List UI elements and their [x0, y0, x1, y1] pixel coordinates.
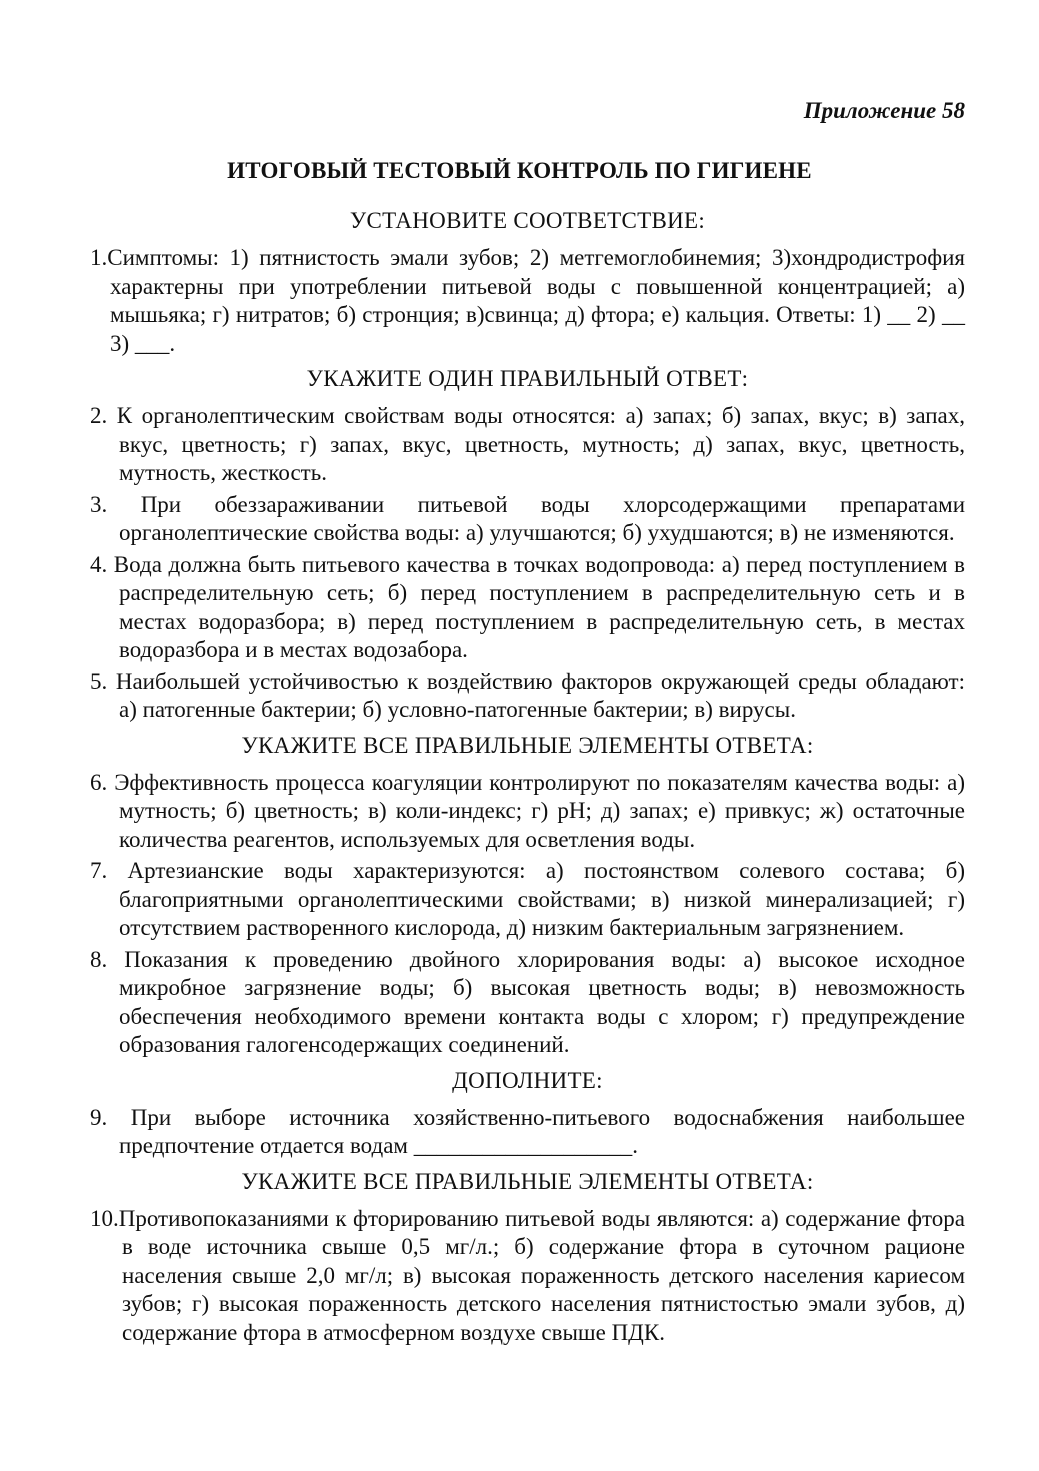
question-4: 4. Вода должна быть питьевого качества в точках водопровода: а) перед поступлением в распределительную сеть; б) перед поступлением в распределительную сеть и в местах водоразбора; в) перед поступлением в распределительную сеть, в местах водоразбора и в местах водозабора.: [90, 551, 965, 662]
section-heading-all-correct: УКАЖИТЕ ВСЕ ПРАВИЛЬНЫЕ ЭЛЕМЕНТЫ ОТВЕТА:: [241, 732, 814, 758]
question-10: 10.Противопоказаниями к фторированию питьевой воды являются: а) содержание фтора в воде источника свыше 0,5 мг/л.; б) содержание фтора в суточном рационе населения свыше 2,0 мг/л; в) высокая пораженность детского населения кариесом зубов; г) высокая пораженность детского населения пятнистостью эмали зубов, д) содержание фтора в атмосферном воздухе свыше ПДК.: [90, 1205, 965, 1345]
page-title: ИТОГОВЫЙ ТЕСТОВЫЙ КОНТРОЛЬ ПО ГИГИЕНЕ: [227, 158, 812, 183]
section-heading-complete: ДОПОЛНИТЕ:: [452, 1067, 603, 1093]
question-3: 3. При обеззараживании питьевой воды хлорсодержащими препаратами органолептические свойства воды: а) улучшаются; б) ухудшаются; в) не изменяются.: [90, 491, 965, 545]
question-2: 2. К органолептическим свойствам воды относятся: а) запах; б) запах, вкус; в) запах, вкус, цветность; г) запах, вкус, цветность, мутность; д) запах, вкус, цветность, мутность, жесткость.: [90, 403, 965, 485]
test-content: [90, 200, 965, 1350]
question-7: 7. Артезианские воды характеризуются: а) постоянством солевого состава; б) благоприятными органолептическими свойствами; в) низкой минерализацией; г) отсутствием растворенного кислорода, д) низким бактериальным загрязнением.: [90, 858, 965, 940]
section-heading-single-answer: УКАЖИТЕ ОДИН ПРАВИЛЬНЫЙ ОТВЕТ:: [306, 366, 749, 391]
section-heading-matching: УСТАНОВИТЕ СООТВЕТСТВИЕ:: [349, 208, 706, 233]
question-5: 5. Наибольшей устойчивостью к воздействию факторов окружающей среды обладают: а) патогенные бактерии; б) условно-патогенные бактерии; в) вирусы.: [90, 668, 965, 722]
question-8: 8. Показания к проведению двойного хлорирования воды: а) высокое исходное микробное загрязнение воды; б) высокая цветность воды; в) невозможность обеспечения необходимого времени контакта воды с хлором; г) предупреждение образования галогенсодержащих соединений.: [90, 946, 965, 1057]
question-6: 6. Эффективность процесса коагуляции контролируют по показателям качества воды: а) мутность; б) цветность; в) коли-индекс; г) pH; д) запах; е) привкус; ж) остаточные количества реагентов, используемых для осветления воды.: [90, 769, 965, 852]
question-1: 1.Симптомы: 1) пятнистость эмали зубов; 2) метгемоглобинемия; 3)хондродистрофия характерны при употреблении питьевой воды с повышенной концентрацией; а) мышьяка; г) нитратов; б) стронция; в)свинца; д) фтора; е) кальция. Ответы: 1) __ 2) __ 3) ___.: [90, 245, 965, 356]
section-heading-all-correct-2: УКАЖИТЕ ВСЕ ПРАВИЛЬНЫЕ ЭЛЕМЕНТЫ ОТВЕТА:: [241, 1168, 814, 1194]
appendix-label: Приложение 58: [803, 98, 965, 123]
question-9: 9. При выборе источника хозяйственно-питьевого водоснабжения наибольшее предпочтение отдается водам ___________________.: [90, 1104, 965, 1158]
